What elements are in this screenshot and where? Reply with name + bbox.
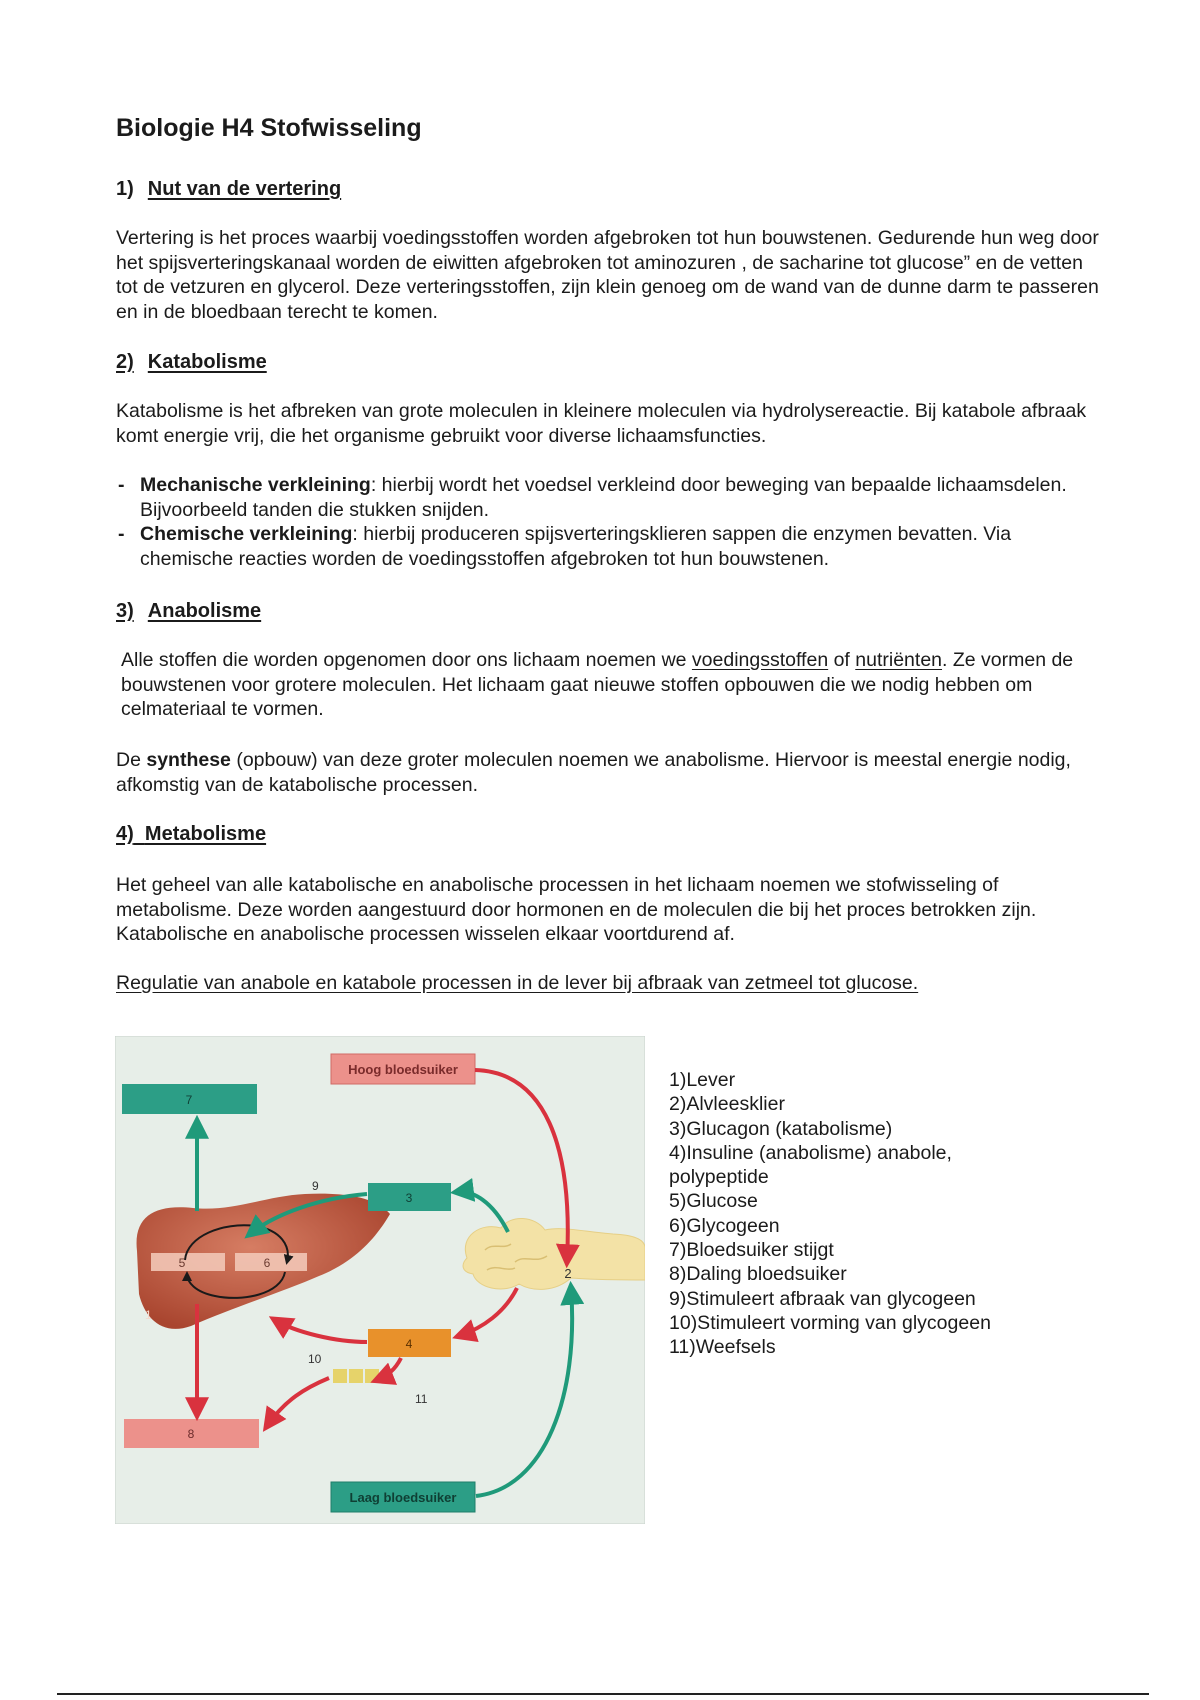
box-5-glucose xyxy=(151,1253,225,1271)
bullet-text: : hierbij produceren spijsverteringsklieren sappen die enzymen bevatten. Via chemische reacties worden de voedingsstoffen afgebroken tot hun bouwstenen. xyxy=(140,523,1012,570)
section-4-heading xyxy=(116,823,266,846)
label-laag-bloedsuiker: Laag bloedsuiker xyxy=(349,1490,457,1505)
legend-item: polypeptide xyxy=(669,1166,769,1189)
tissue-block xyxy=(333,1369,347,1383)
label-hoog-bloedsuiker: Hoog bloedsuiker xyxy=(348,1062,458,1077)
section-1-paragraph: Vertering is het proces waarbij voedingsstoffen worden afgebroken tot hun bouwstenen. Gedurende hun weg door het spijsverteringskanaal worden de eiwitten afgebroken tot aminozuren , de sacharine tot glucose” en de vetten tot de vetzuren en glycerol. Deze verteringsstoffen, zijn klein genoeg om de wand van de dunne darm te passeren en in de bloedbaan terecht te komen. xyxy=(116,227,1099,323)
term-voedingsstoffen: voedingsstoffen xyxy=(691,649,829,671)
section-1-number: 1) xyxy=(116,178,134,200)
bullet-term: Chemische verkleining xyxy=(140,523,353,545)
legend-item: 5)Glucose xyxy=(669,1190,758,1213)
text-run: of xyxy=(828,649,856,671)
text-run: Alle stoffen die worden opgenomen door ons lichaam noemen we xyxy=(121,649,692,671)
label-num-9: 9 xyxy=(312,1179,319,1193)
label-num-7: 7 xyxy=(185,1093,193,1107)
regulation-caption: Regulatie van anabole en katabole processen in de lever bij afbraak van zetmeel tot glucose. xyxy=(116,972,919,994)
document-title: Biologie H4 Stofwisseling xyxy=(116,114,422,142)
bullet-term: Mechanische verkleining xyxy=(140,474,371,496)
section-2-heading xyxy=(116,351,267,374)
legend-item: 11)Weefsels xyxy=(669,1336,776,1359)
legend-item: 9)Stimuleert afbraak van glycogeen xyxy=(669,1287,976,1310)
legend-item: 2)Alvleesklier xyxy=(669,1093,785,1116)
section-4-number: 4) xyxy=(116,823,134,845)
section-4-title-text: Metabolisme xyxy=(144,823,267,845)
tissue-block xyxy=(365,1369,379,1383)
bullet-text: : hierbij wordt het voedsel verkleind door beweging van bepaalde lichaamsdelen. Bijvoorbeeld tanden die stukken snijden. xyxy=(140,474,1067,521)
bullet-item-mechanical xyxy=(116,473,1106,522)
legend-item: 3)Glucagon (katabolisme) xyxy=(669,1117,893,1140)
section-3-paragraph-2 xyxy=(116,748,1106,797)
text-run: (opbouw) van deze groter moleculen noemen we anabolisme. Hiervoor is meestal energie nodig, afkomstig van de katabolische processen. xyxy=(116,749,1071,796)
section-3-number: 3) xyxy=(116,600,134,622)
footer-divider xyxy=(57,1693,1149,1695)
label-num-3: 3 xyxy=(405,1191,413,1205)
legend-item: 10)Stimuleert vorming van glycogeen xyxy=(669,1311,991,1334)
legend-item: 8)Daling bloedsuiker xyxy=(669,1263,847,1286)
section-2-number: 2) xyxy=(116,351,134,373)
label-num-6: 6 xyxy=(263,1256,271,1270)
diagram-legend xyxy=(669,1068,1069,1360)
text-run: . Ze vormen de bouwstenen voor grotere moleculen. Het lichaam gaat nieuwe stoffen opbouwen die we nodig hebben om celmateriaal te vormen. xyxy=(121,649,1074,720)
section-4-paragraph: Het geheel van alle katabolische en anabolische processen in het lichaam noemen we stofwisseling of metabolisme. Deze worden aangestuurd door hormonen en de moleculen die bij het proces betrokken zijn. Katabolische en anabolische processen wisselen elkaar voortdurend af. xyxy=(116,874,1037,945)
label-num-5: 5 xyxy=(178,1256,186,1270)
section-3-title: Anabolisme xyxy=(147,600,262,622)
box-6-glycogeen xyxy=(235,1253,307,1271)
label-num-4: 4 xyxy=(405,1337,413,1351)
section-2-title: Katabolisme xyxy=(147,351,267,373)
tissue-block xyxy=(349,1369,363,1383)
section-3-paragraph-1 xyxy=(116,648,1106,722)
regulation-diagram xyxy=(115,1036,645,1524)
text-run: De xyxy=(116,749,147,771)
term-nutrienten: nutriënten xyxy=(855,649,943,671)
section-1-title: Nut van de vertering xyxy=(147,178,342,200)
section-2-paragraph: Katabolisme is het afbreken van grote moleculen in kleinere moleculen via hydrolysereactie. Bij katabole afbraak komt energie vrij, die het organisme gebruikt voor diverse lichaamsfuncties. xyxy=(116,400,1087,447)
section-4-title xyxy=(134,823,266,845)
legend-item: 1)Lever xyxy=(669,1069,736,1091)
legend-item: 7)Bloedsuiker stijgt xyxy=(669,1239,834,1262)
label-num-2: 2 xyxy=(564,1266,572,1281)
bullet-item-chemical xyxy=(116,522,1106,571)
section-3-heading xyxy=(116,600,261,623)
legend-item: 6)Glycogeen xyxy=(669,1214,780,1237)
term-synthese: synthese xyxy=(146,749,231,771)
label-num-8: 8 xyxy=(187,1427,195,1441)
label-num-1: 1 xyxy=(145,1308,152,1322)
label-num-11: 11 xyxy=(415,1392,428,1406)
label-num-10: 10 xyxy=(308,1352,322,1366)
section-1-heading xyxy=(116,178,341,201)
legend-item: 4)Insuline (anabolisme) anabole, xyxy=(669,1141,952,1164)
section-2-bullet-list xyxy=(116,473,1106,571)
